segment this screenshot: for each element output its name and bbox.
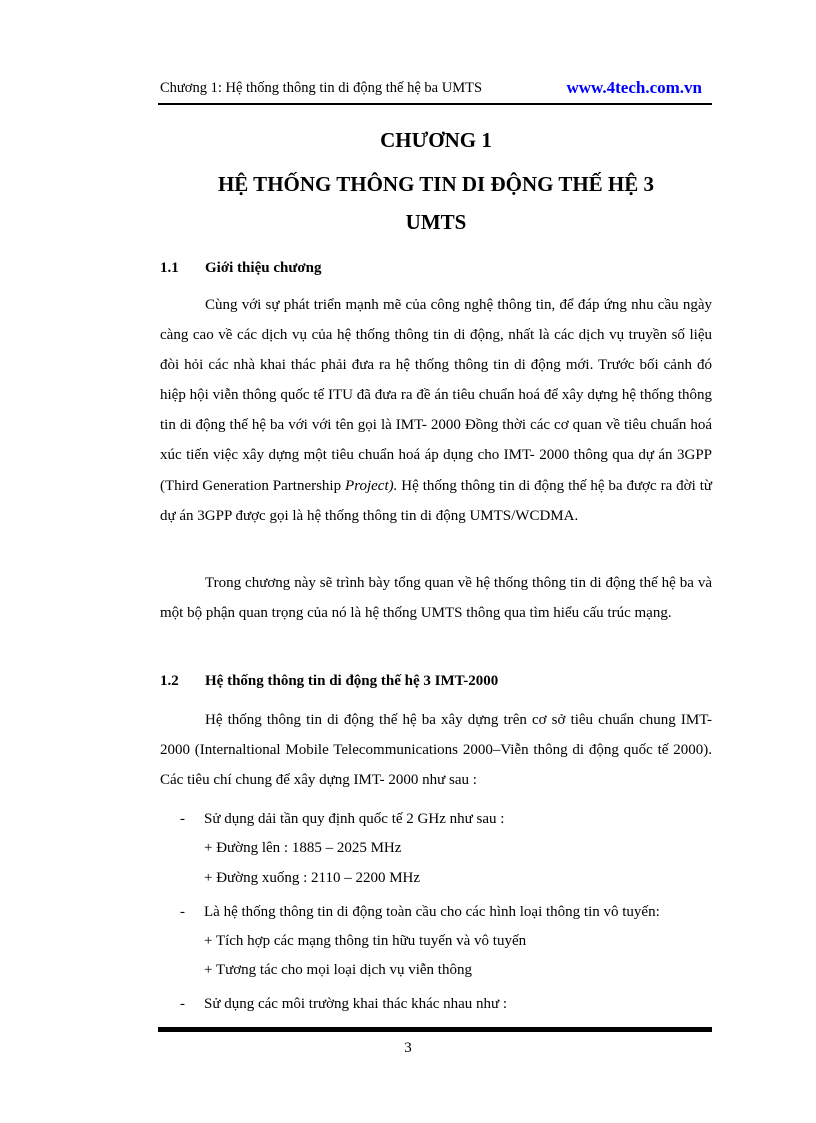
chapter-number: CHƯƠNG 1	[380, 128, 492, 152]
list-item: - Sử dụng dải tần quy định quốc tế 2 GHz như sau :	[180, 811, 505, 827]
section-title: Hệ thống thông tin di động thế hệ 3 IMT-2000	[205, 673, 499, 689]
chapter-title-line1: HỆ THỐNG THÔNG TIN DI ĐỘNG THẾ HỆ 3	[217, 172, 655, 196]
chapter-title-line2: UMTS	[405, 210, 467, 234]
footer-divider	[158, 1027, 712, 1032]
section-1-1-body-2	[160, 568, 712, 628]
sub-list-item: + Đường xuống : 2110 – 2200 MHz	[204, 870, 421, 886]
header-website: www.4tech.com.vn	[566, 78, 702, 97]
italic-text: Project).	[345, 477, 398, 494]
bullet-dash: -	[180, 811, 185, 827]
section-heading-1-2	[160, 673, 498, 690]
section-title: Giới thiệu chương	[205, 260, 322, 276]
header-divider	[158, 103, 712, 105]
section-1-2-body	[160, 705, 712, 795]
paragraph: Cùng với sự phát triển mạnh mẽ của công nghệ thông tin, để đáp ứng nhu cầu ngày càng cao về các dịch vụ của hệ thống thông tin di động, nhất là các dịch vụ truyền số liệu đòi hỏi các nhà khai thác phải đưa ra hệ thống thông tin di động mới. Trước bối cảnh đó hiệp hội viễn thông quốc tế ITU đã đưa ra đề án tiêu chuẩn hoá để xây dựng hệ thống thông tin di động thế hệ ba với với tên gọi là IMT- 2000 Đồng thời các cơ quan về tiêu chuẩn hoá xúc tiến việc xây dựng một tiêu chuẩn hoá áp dụng cho IMT- 2000 thông qua dự án 3GPP (Third Generation Partnership Project). Hệ thống thông tin di động thế hệ ba được ra đời từ dự án 3GPP được gọi là hệ thống thông tin di động UMTS/WCDMA.	[160, 297, 712, 524]
section-1-1-body	[160, 290, 712, 531]
header-chapter-title: Chương 1: Hệ thống thông tin di động thế hệ ba UMTS	[160, 80, 483, 96]
bullet-dash: -	[180, 904, 185, 920]
sub-list-item: + Tương tác cho mọi loại dịch vụ viễn thông	[204, 962, 472, 978]
section-heading-1-1	[160, 260, 321, 277]
sub-list-item: + Tích hợp các mạng thông tin hữu tuyến và vô tuyến	[204, 933, 527, 949]
bullet-dash: -	[180, 996, 185, 1012]
list-item: - Là hệ thống thông tin di động toàn cầu cho các hình loại thông tin vô tuyến:	[180, 904, 660, 920]
sub-list-item: + Đường lên : 1885 – 2025 MHz	[204, 840, 402, 856]
section-number: 1.1	[160, 260, 179, 276]
page-header	[160, 78, 712, 100]
paragraph: Trong chương này sẽ trình bày tổng quan về hệ thống thông tin di động thế hệ ba và một bộ phận quan trọng của nó là hệ thống UMTS thông qua tìm hiểu cấu trúc mạng.	[160, 575, 712, 622]
page-number: 3	[404, 1040, 412, 1056]
paragraph: Hệ thống thông tin di động thế hệ ba xây dựng trên cơ sở tiêu chuẩn chung IMT- 2000 (Internaltional Mobile Telecommunications 2000–Viễn thông di động quốc tế 2000). Các tiêu chí chung để xây dựng IMT- 2000 như sau :	[160, 712, 712, 789]
section-number: 1.2	[160, 673, 179, 689]
list-item: - Sử dụng các môi trường khai thác khác nhau như :	[180, 996, 508, 1012]
